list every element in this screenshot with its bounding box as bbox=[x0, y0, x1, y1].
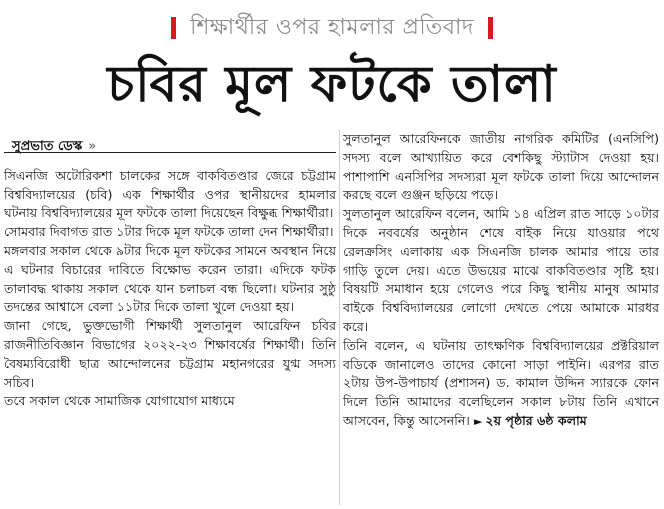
paragraph bbox=[343, 337, 659, 432]
paragraph: জানা গেছে, ভুক্তভোগী শিক্ষার্থী সুলতানুল আরেফিন চবির রাজনীতিবিজ্ঞান বিভাগের ২০২২-২৩ শিক্ষাবর্ষের শিক্ষার্থী। তিনি বৈষম্যবিরোধী ছাত্র আন্দোলনের চট্টগ্রাম মহানগরের যুগ্ম সদস্য সচিব। bbox=[4, 318, 336, 390]
left-column-body bbox=[4, 167, 336, 411]
byline bbox=[12, 138, 336, 157]
right-column bbox=[343, 130, 659, 432]
triangle-right-icon: ► bbox=[473, 414, 483, 428]
paragraph-text: তিনি বলেন, এ ঘটনায় তাৎক্ষণিক বিশ্ববিদ্যালয়ের প্রক্টরিয়াল বডিকে জানালেও তাদের কোনো সাড়া পাইনি। এরপর রাত ২টায় উপ-উপাচার্য (প্রশাসন) ড. কামাল উদ্দিন স্যারকে ফোন দিলে তিনি আমাদের বলেছিলেন সকাল ৮টায় তিনি এখানে আসবেন, কিন্তু আসেননি। bbox=[343, 337, 659, 428]
paragraph: সুলতানুল আরেফিনকে জাতীয় নাগরিক কমিটির (এনসিপি) সদস্য বলে আখ্যায়িত করে বেশকিছু স্ট্যাটাস দেওয়া হয়। পাশাপাশি এনসিপির সদস্যরা মূল ফটকে তালা দিয়ে আন্দোলন করছে বলে গুঞ্জন ছড়িয়ে পড়ে। bbox=[343, 131, 659, 203]
kicker-bar-left bbox=[171, 17, 176, 39]
kicker-bar-right bbox=[488, 17, 493, 39]
paragraph: সিএনজি অটোরিকশা চালকের সঙ্গে বাকবিতণ্ডার জেরে চট্টগ্রাম বিশ্ববিদ্যালয়ের (চবি) এক শিক্ষার্থীর ওপর স্থানীয়দের হামলার ঘটনায় বিশ্ববিদ্যালয়ের মূল ফটকে তালা দিয়েছেন বিক্ষুব্ধ শিক্ষার্থীরা। bbox=[4, 167, 336, 221]
kicker-text: শিক্ষার্থীর ওপর হামলার প্রতিবাদ bbox=[190, 14, 474, 40]
paragraph: সুলতানুল আরেফিন বলেন, আমি ১৪ এপ্রিল রাত সাড়ে ১০টার দিকে নববর্ষের অনুষ্ঠান শেষে বাইক নিয়ে যাওয়ার পথে রেলক্রসিং এলাকায় এক সিএনজি চালক আমার পায়ে তার গাড়ি তুলে দেয়। এতে উভয়ের মাঝে বাকবিতণ্ডার সৃষ্টি হয়। বিষয়টি সমাধান হয়ে গেলেও পরে কিছু স্থানীয় মানুষ আমার বাইকে বিশ্ববিদ্যালয়ের লোগো দেখতে পেয়ে আমাকে মারধর করে। bbox=[343, 206, 659, 334]
paragraph: তবে সকাল থেকে সামাজিক যোগাযোগ মাধ্যমে bbox=[4, 393, 235, 409]
headline: চবির মূল ফটকে তালা bbox=[107, 55, 557, 113]
continuation-text: ২য় পৃষ্ঠার ৬ষ্ঠ কলাম bbox=[485, 412, 587, 428]
continuation-link[interactable] bbox=[474, 413, 587, 428]
kicker bbox=[0, 8, 664, 48]
byline-label: সুপ্রভাত ডেস্ক bbox=[12, 139, 83, 154]
left-column bbox=[4, 130, 336, 411]
byline-divider bbox=[4, 152, 336, 153]
column-rule bbox=[339, 130, 340, 505]
paragraph: মঙ্গলবার সকাল থেকে ৯টার দিকে মূল ফটকের সামনে অবস্থান নিয়ে এ ঘটনার বিচারের দাবিতে বিক্ষোভ করেন তারা। এদিকে ফটক তালাবদ্ধ থাকায় সকাল থেকে যান চলাচল বন্ধ ছিলো। ঘটনার সুষ্ঠু তদন্তের আশ্বাসে বেলা ১১টার দিকে তালা খুলে দেওয়া হয়। bbox=[4, 242, 336, 315]
byline-arrows-icon: » bbox=[88, 139, 97, 154]
paragraph: সোমবার দিবাগত রাত ১টার দিকে মূল ফটকে তালা দেন শিক্ষার্থীরা। bbox=[4, 224, 334, 240]
